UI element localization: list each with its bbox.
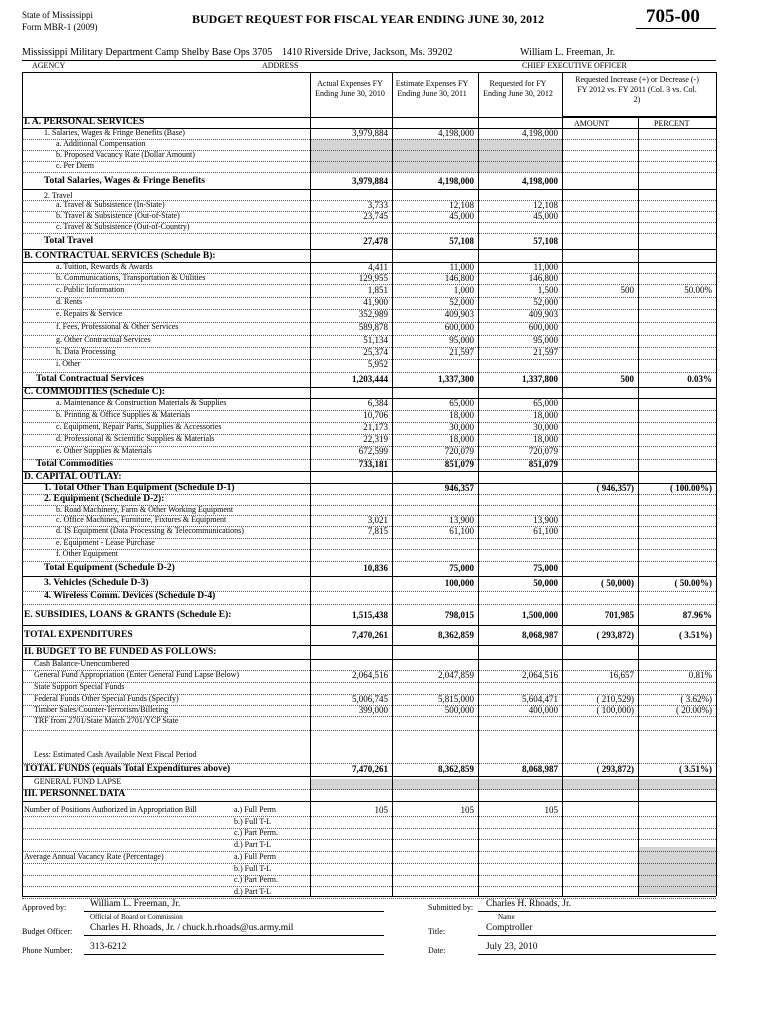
col-amount-header: AMOUNT — [574, 119, 610, 128]
cell-e: 18,000 — [449, 434, 474, 444]
row-label: Total Salaries, Wages & Fringe Benefits — [44, 176, 205, 186]
cell-pct: ( 100.00%) — [670, 483, 712, 493]
title-label: Title: — [428, 927, 446, 936]
shaded-cell — [310, 139, 562, 172]
submitted-label: Submitted by: — [428, 903, 474, 912]
cell-r: 30,000 — [533, 422, 558, 432]
cell-e: 1,337,300 — [438, 374, 474, 384]
cell-a: 23,745 — [363, 211, 388, 221]
cell-amt: 500 — [620, 285, 634, 295]
agency-name: Mississippi Military Department Camp Shelby Base Ops 3705 — [22, 47, 273, 58]
cell-r: 12,108 — [533, 200, 558, 210]
ceo-name: William L. Freeman, Jr. — [520, 47, 616, 58]
cell-e: 146,800 — [444, 273, 474, 283]
form-number: Form MBR-1 (2009) — [22, 22, 98, 32]
row-label: Federal Funds Other Special Funds (Specify) — [34, 694, 179, 703]
col-requested-header: Requested for FY Ending June 30, 2012 — [483, 79, 553, 98]
cell-a: 733,181 — [358, 459, 388, 469]
phone-label: Phone Number: — [22, 946, 73, 955]
cell-e: 4,198,000 — [438, 176, 474, 186]
cell-a: 27,478 — [363, 236, 388, 246]
cell-r: 75,000 — [533, 563, 558, 573]
cell-amt: 701,985 — [604, 610, 634, 620]
cell-pct: ( 3.51%) — [679, 764, 712, 774]
agency-code: 705-00 — [646, 6, 700, 27]
cell-r: 2,064,516 — [522, 670, 558, 680]
cell-r: 851,079 — [528, 459, 558, 469]
cell-e: 851,079 — [444, 459, 474, 469]
row-label: h. Data Processing — [56, 347, 116, 356]
row-label: 2. Travel — [44, 191, 73, 200]
page-title: BUDGET REQUEST FOR FISCAL YEAR ENDING JUNE 30, 2012 — [192, 12, 545, 26]
row-label: b. Travel & Subsistence (Out-of-State) — [56, 211, 180, 220]
agency-address: 1410 Riverside Drive, Jackson, Ms. 39202 — [282, 47, 453, 58]
row-label: 1. Salaries, Wages & Fringe Benefits (Base) — [44, 128, 185, 137]
cell-pct: ( 3.51%) — [679, 630, 712, 640]
cell-pct: ( 3.62%) — [680, 694, 712, 704]
cell-a: 10,836 — [363, 563, 388, 573]
row-label: e. Other Supplies & Materials — [56, 446, 152, 455]
cell-e: 12,108 — [449, 200, 474, 210]
address-label: ADDRESS — [262, 61, 299, 70]
row-label: a. Additional Compensation — [56, 139, 146, 148]
cell-r: 400,000 — [528, 705, 558, 715]
row-label: C. COMMODITIES (Schedule C): — [24, 387, 165, 397]
cell-amt: 500 — [620, 374, 634, 384]
row-label: c. Travel & Subsistence (Out-of-Country) — [56, 222, 190, 231]
cell-r: 18,000 — [533, 410, 558, 420]
row-label: d. IS Equipment (Data Processing & Telecommunications) — [56, 526, 244, 535]
cell-e: 61,100 — [449, 526, 474, 536]
cell-a: 7,470,261 — [352, 764, 388, 774]
cell-amt: 16,657 — [609, 670, 634, 680]
row-label: General Fund Appropriation (Enter General Fund Lapse Below) — [34, 670, 240, 679]
cell-r: 4,198,000 — [522, 176, 558, 186]
row-label: b. Road Machinery, Farm & Other Working Equipment — [56, 505, 234, 514]
cell-e: 2,047,859 — [438, 670, 474, 680]
cell-positions_r: 105 — [544, 805, 558, 815]
cell-r: 18,000 — [533, 434, 558, 444]
personnel-sub-label: d.) Part T-L — [234, 886, 272, 896]
submitted-name: Charles H. Rhoads, Jr. — [486, 899, 571, 909]
row-label: II. BUDGET TO BE FUNDED AS FOLLOWS: — [24, 647, 217, 657]
row-label: a. Maintenance & Construction Materials & Supplies — [56, 398, 227, 407]
cell-e: 1,000 — [453, 285, 474, 295]
row-label: i. Other — [56, 359, 81, 368]
row-label: b. Communications, Transportation & Utilities — [56, 273, 206, 282]
cell-r: 720,079 — [528, 446, 558, 456]
cell-r: 8,068,987 — [522, 630, 558, 640]
cell-pct: 0.03% — [687, 374, 712, 384]
cell-e: 21,597 — [449, 347, 474, 357]
cell-r: 11,000 — [533, 262, 558, 272]
cell-pct: 50.00% — [684, 285, 712, 295]
ceo-label: CHIEF EXECUTIVE OFFICER — [522, 61, 627, 70]
date-label: Date: — [428, 946, 446, 955]
approved-sub: Official of Board or Commission — [90, 913, 183, 921]
cell-pct: 87.96% — [682, 610, 712, 620]
row-label: Total Equipment (Schedule D-2) — [44, 563, 175, 573]
cell-e: 95,000 — [449, 335, 474, 345]
cell-a: 21,173 — [363, 422, 388, 432]
positions-label: Number of Positions Authorized in Appropriation Bill — [24, 805, 197, 814]
row-label: c. Office Machines, Furniture, Fixtures & Equipment — [56, 515, 227, 524]
personnel-sub-label: b.) Full T-L — [234, 863, 272, 873]
cell-e: 18,000 — [449, 410, 474, 420]
cell-positions_a: 105 — [374, 805, 388, 815]
row-label: c. Equipment, Repair Parts, Supplies & Accessories — [56, 422, 222, 431]
cell-positions_e: 105 — [460, 805, 474, 815]
cell-amt: ( 946,357) — [596, 483, 634, 493]
cell-amt: ( 293,872) — [596, 764, 634, 774]
row-label: d. Rents — [56, 297, 83, 306]
cell-e: 4,198,000 — [438, 128, 474, 138]
cell-a: 589,878 — [358, 322, 388, 332]
cell-r: 21,597 — [533, 347, 558, 357]
row-label: c. Public Information — [56, 285, 125, 294]
row-label: 2. Equipment (Schedule D-2): — [44, 494, 165, 504]
cell-e: 500,000 — [444, 705, 474, 715]
cell-r: 13,900 — [533, 515, 558, 525]
cell-r: 5,604,471 — [522, 694, 558, 704]
cell-pct: 0.81% — [688, 670, 712, 680]
personnel-sub-label: c.) Part Perm. — [234, 828, 278, 837]
cell-a: 399,000 — [358, 705, 388, 715]
cell-r: 146,800 — [528, 273, 558, 283]
row-label: E. SUBSIDIES, LOANS & GRANTS (Schedule E): — [24, 610, 232, 620]
col-estimate-header: Estimate Expenses FY Ending June 30, 2011 — [395, 79, 469, 98]
cell-amt: ( 50,000) — [601, 578, 634, 588]
cell-e: 8,362,859 — [438, 764, 474, 774]
cell-amt: ( 100,000) — [596, 705, 634, 715]
cell-a: 3,979,884 — [352, 128, 388, 138]
row-label: g. Other Contractual Services — [56, 335, 151, 344]
cell-a: 25,374 — [363, 347, 388, 357]
cell-a: 7,470,261 — [352, 630, 388, 640]
row-label: b. Proposed Vacancy Rate (Dollar Amount) — [56, 150, 195, 159]
state-label: State of Mississippi — [22, 10, 94, 20]
cell-pct: ( 50.00%) — [674, 578, 712, 588]
cell-amt: ( 210,529) — [596, 694, 634, 704]
row-label: TOTAL FUNDS (equals Total Expenditures above) — [24, 764, 231, 774]
row-label: a. Travel & Subsistence (In-State) — [56, 200, 165, 209]
cell-r: 65,000 — [533, 398, 558, 408]
cell-e: 75,000 — [449, 563, 474, 573]
cell-a: 129,955 — [358, 273, 388, 283]
personnel-sub-label: c.) Part Perm. — [234, 875, 278, 884]
cell-e: 30,000 — [449, 422, 474, 432]
cell-a: 6,384 — [367, 398, 388, 408]
cell-r: 600,000 — [528, 322, 558, 332]
cell-e: 8,362,859 — [438, 630, 474, 640]
cell-e: 52,000 — [449, 297, 474, 307]
row-label: c. Per Diem — [56, 161, 94, 170]
cell-a: 3,733 — [367, 200, 388, 210]
cell-pct: ( 20.00%) — [676, 705, 712, 715]
row-label: Total Travel — [44, 236, 94, 246]
cell-r: 61,100 — [533, 526, 558, 536]
cell-a: 3,021 — [367, 515, 388, 525]
officer-label: Budget Officer: — [22, 927, 73, 936]
vacancy-label: Average Annual Vacancy Rate (Percentage) — [24, 852, 164, 861]
col-actual-header: Actual Expenses FY Ending June 30, 2010 — [315, 79, 385, 98]
cell-e: 600,000 — [444, 322, 474, 332]
row-label: TRF from 2701/State Match 2701/YCP State — [34, 716, 179, 725]
cell-r: 1,500 — [537, 285, 558, 295]
row-label: Less: Estimated Cash Available Next Fiscal Period — [34, 750, 197, 759]
row-label: 1. Total Other Than Equipment (Schedule D-1) — [44, 483, 235, 493]
date-value: July 23, 2010 — [486, 942, 538, 952]
cell-a: 4,411 — [368, 262, 388, 272]
approved-name: William L. Freeman, Jr. — [90, 899, 181, 909]
row-label: 3. Vehicles (Schedule D-3) — [44, 578, 149, 588]
cell-amt: ( 293,872) — [596, 630, 634, 640]
cell-a: 3,979,884 — [352, 176, 388, 186]
cell-e: 5,815,000 — [438, 694, 474, 704]
row-label: d. Professional & Scientific Supplies & Materials — [56, 434, 215, 443]
cell-e: 720,079 — [444, 446, 474, 456]
cell-a: 352,989 — [358, 309, 388, 319]
row-label: State Support Special Funds — [34, 682, 125, 691]
cell-e: 11,000 — [449, 262, 474, 272]
cell-r: 52,000 — [533, 297, 558, 307]
approved-label: Approved by: — [22, 903, 67, 912]
personnel-sub-label: a.) Full Perm — [234, 852, 276, 861]
row-label: I. A. PERSONAL SERVICES — [24, 117, 145, 127]
cell-e: 409,903 — [444, 309, 474, 319]
cell-e: 798,015 — [444, 610, 474, 620]
cell-a: 672,599 — [358, 446, 388, 456]
title-value: Comptroller — [486, 923, 533, 933]
cell-a: 7,815 — [367, 526, 388, 536]
officer-value: Charles H. Rhoads, Jr. / chuck.h.rhoads@us.army.mil — [90, 923, 294, 933]
cell-a: 51,134 — [363, 335, 388, 345]
cell-a: 10,706 — [363, 410, 388, 420]
cell-e: 57,108 — [449, 236, 474, 246]
row-label: GENERAL FUND LAPSE — [34, 777, 122, 786]
cell-a: 5,952 — [367, 359, 388, 369]
phone-value: 313-6212 — [90, 942, 127, 952]
cell-r: 409,903 — [528, 309, 558, 319]
cell-a: 41,900 — [363, 297, 388, 307]
cell-r: 95,000 — [533, 335, 558, 345]
cell-r: 4,198,000 — [522, 128, 558, 138]
cell-a: 1,851 — [367, 285, 388, 295]
row-label: 4. Wireless Comm. Devices (Schedule D-4) — [44, 591, 216, 601]
row-label: a. Tuition, Rewards & Awards — [56, 262, 153, 271]
row-label: D. CAPITAL OUTLAY: — [24, 472, 122, 482]
personnel-sub-label: b.) Full T-L — [234, 816, 272, 826]
row-label: Timber Sales/Counter-Terrorism/Billeting — [34, 705, 169, 714]
personnel-sub-label: d.) Part T-L — [234, 839, 272, 849]
cell-e: 45,000 — [449, 211, 474, 221]
row-label: Total Commodities — [36, 459, 113, 469]
row-label: b. Printing & Office Supplies & Materials — [56, 410, 191, 419]
cell-a: 1,203,444 — [352, 374, 388, 384]
cell-a: 5,006,745 — [352, 694, 388, 704]
cell-a: 22,319 — [363, 434, 388, 444]
row-label: Total Contractual Services — [36, 374, 144, 384]
cell-r: 50,000 — [533, 578, 558, 588]
col-percent-header: PERCENT — [654, 119, 690, 128]
name-sub: Name — [498, 913, 515, 921]
row-label: f. Other Equipment — [56, 549, 118, 558]
row-label: B. CONTRACTUAL SERVICES (Schedule B): — [24, 251, 216, 261]
cell-r: 1,337,800 — [522, 374, 558, 384]
row-label: III. PERSONNEL DATA — [24, 789, 126, 799]
cell-r: 57,108 — [533, 236, 558, 246]
row-label: f. Fees, Professional & Other Services — [56, 322, 179, 331]
cell-e: 946,357 — [444, 483, 474, 493]
row-label: e. Repairs & Service — [56, 309, 123, 318]
col-change-header: Requested Increase (+) or Decrease (-) FY 2012 vs. FY 2011 (Col. 3 vs. Col. 2) — [575, 75, 699, 104]
cell-e: 13,900 — [449, 515, 474, 525]
cell-a: 1,515,438 — [352, 610, 388, 620]
cell-a: 2,064,516 — [352, 670, 388, 680]
agency-label: AGENCY — [32, 61, 66, 70]
row-label: TOTAL EXPENDITURES — [24, 630, 133, 640]
cell-e: 65,000 — [449, 398, 474, 408]
cell-r: 1,500,000 — [522, 610, 558, 620]
cell-e: 100,000 — [444, 578, 474, 588]
row-label: Cash Balance-Unencumbered — [34, 659, 130, 668]
personnel-sub-label: a.) Full Perm — [234, 805, 276, 814]
cell-r: 45,000 — [533, 211, 558, 221]
cell-r: 8,068,987 — [522, 764, 558, 774]
row-label: e. Equipment - Lease Purchase — [56, 538, 155, 547]
